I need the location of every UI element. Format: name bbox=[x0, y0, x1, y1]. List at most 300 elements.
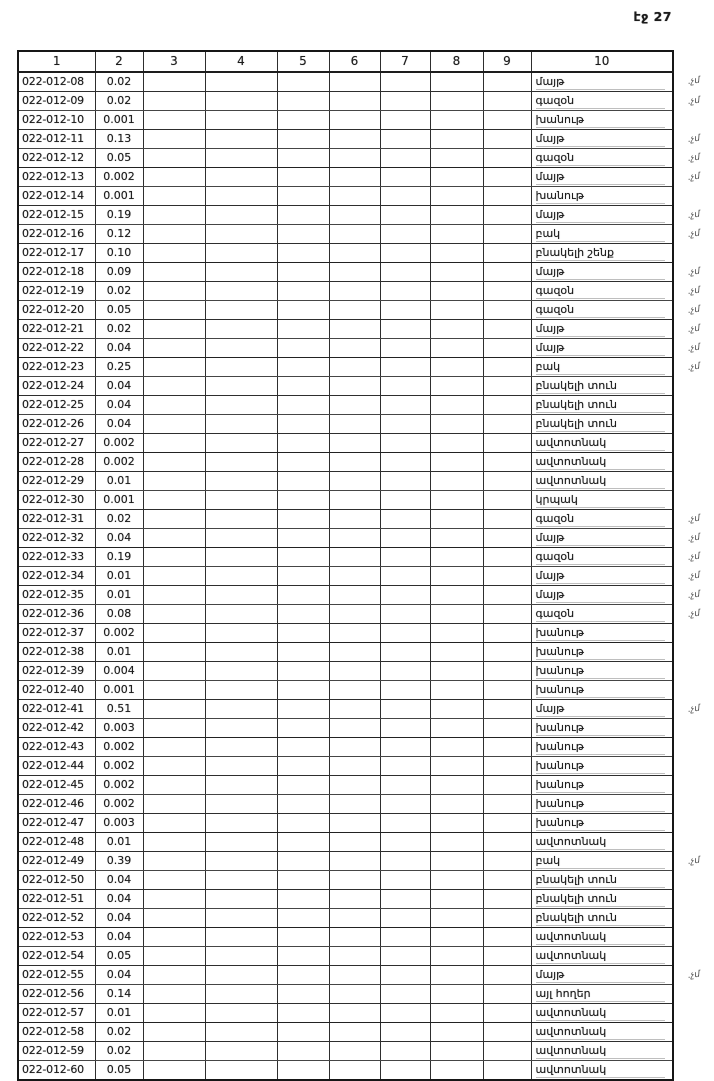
empty-cell bbox=[483, 453, 531, 472]
empty-cell bbox=[430, 757, 483, 776]
empty-cell bbox=[430, 1061, 483, 1081]
empty-cell bbox=[380, 320, 430, 339]
table-row bbox=[18, 928, 714, 947]
empty-cell bbox=[329, 1042, 380, 1061]
empty-cell bbox=[329, 776, 380, 795]
margin-mark bbox=[673, 206, 714, 225]
empty-cell bbox=[483, 1004, 531, 1023]
area-value-cell: 0.08 bbox=[95, 605, 143, 624]
empty-cell bbox=[380, 909, 430, 928]
empty-cell bbox=[430, 909, 483, 928]
table-row bbox=[18, 529, 714, 548]
empty-cell bbox=[483, 947, 531, 966]
empty-cell bbox=[205, 909, 277, 928]
empty-cell bbox=[483, 396, 531, 415]
empty-cell bbox=[483, 263, 531, 282]
empty-cell bbox=[205, 567, 277, 586]
land-use-cell: գազօն bbox=[531, 282, 673, 301]
empty-cell bbox=[143, 643, 205, 662]
empty-cell bbox=[329, 833, 380, 852]
empty-cell bbox=[143, 149, 205, 168]
margin-mark bbox=[673, 966, 714, 985]
empty-cell bbox=[277, 814, 329, 833]
land-use-cell: բնակելի շենք bbox=[531, 244, 673, 263]
empty-cell bbox=[143, 339, 205, 358]
empty-cell bbox=[329, 206, 380, 225]
handwritten-mark: .չմ bbox=[687, 513, 701, 525]
empty-cell bbox=[430, 605, 483, 624]
margin-mark bbox=[673, 890, 714, 909]
empty-cell bbox=[430, 795, 483, 814]
empty-cell bbox=[380, 947, 430, 966]
land-use-cell: խանութ bbox=[531, 624, 673, 643]
area-value-cell: 0.02 bbox=[95, 92, 143, 111]
empty-cell bbox=[205, 586, 277, 605]
empty-cell bbox=[277, 719, 329, 738]
margin-mark bbox=[673, 263, 714, 282]
empty-cell bbox=[329, 491, 380, 510]
table-row bbox=[18, 339, 714, 358]
land-use-cell: մայթ bbox=[531, 567, 673, 586]
empty-cell bbox=[143, 909, 205, 928]
parcel-id-cell: 022-012-21 bbox=[18, 320, 95, 339]
empty-cell bbox=[483, 700, 531, 719]
empty-cell bbox=[143, 776, 205, 795]
land-use-cell: գազօն bbox=[531, 301, 673, 320]
empty-cell bbox=[143, 947, 205, 966]
margin-mark bbox=[673, 700, 714, 719]
empty-cell bbox=[483, 795, 531, 814]
land-use-cell: խանութ bbox=[531, 776, 673, 795]
empty-cell bbox=[329, 928, 380, 947]
margin-mark bbox=[673, 92, 714, 111]
table-row bbox=[18, 111, 714, 130]
empty-cell bbox=[329, 586, 380, 605]
empty-cell bbox=[277, 282, 329, 301]
area-value-cell: 0.13 bbox=[95, 130, 143, 149]
empty-cell bbox=[329, 852, 380, 871]
parcel-id-cell: 022-012-08 bbox=[18, 72, 95, 92]
empty-cell bbox=[277, 529, 329, 548]
margin-mark bbox=[673, 510, 714, 529]
empty-cell bbox=[380, 814, 430, 833]
empty-cell bbox=[483, 624, 531, 643]
land-use-cell: խանութ bbox=[531, 795, 673, 814]
empty-cell bbox=[380, 92, 430, 111]
empty-cell bbox=[380, 966, 430, 985]
area-value-cell: 0.04 bbox=[95, 909, 143, 928]
empty-cell bbox=[277, 472, 329, 491]
page-number: էջ 27 bbox=[633, 9, 672, 24]
land-use-cell: մայթ bbox=[531, 320, 673, 339]
empty-cell bbox=[205, 738, 277, 757]
margin-mark bbox=[673, 985, 714, 1004]
empty-cell bbox=[380, 586, 430, 605]
empty-cell bbox=[483, 1042, 531, 1061]
empty-cell bbox=[205, 776, 277, 795]
handwritten-mark: .չմ bbox=[687, 133, 701, 145]
table-row bbox=[18, 757, 714, 776]
land-use-cell: ավտոտնակ bbox=[531, 833, 673, 852]
empty-cell bbox=[205, 282, 277, 301]
margin-mark bbox=[673, 320, 714, 339]
column-header: 10 bbox=[531, 51, 673, 72]
column-header: 7 bbox=[380, 51, 430, 72]
empty-cell bbox=[277, 548, 329, 567]
empty-cell bbox=[380, 928, 430, 947]
land-use-cell: բակ bbox=[531, 225, 673, 244]
empty-cell bbox=[483, 320, 531, 339]
land-use-cell: գազօն bbox=[531, 149, 673, 168]
empty-cell bbox=[205, 662, 277, 681]
land-use-cell: ավտոտնակ bbox=[531, 1042, 673, 1061]
parcel-id-cell: 022-012-22 bbox=[18, 339, 95, 358]
empty-cell bbox=[483, 225, 531, 244]
empty-cell bbox=[329, 415, 380, 434]
empty-cell bbox=[380, 1004, 430, 1023]
empty-cell bbox=[430, 681, 483, 700]
empty-cell bbox=[430, 168, 483, 187]
area-value-cell: 0.002 bbox=[95, 168, 143, 187]
land-use-cell: մայթ bbox=[531, 586, 673, 605]
empty-cell bbox=[329, 1004, 380, 1023]
empty-cell bbox=[380, 1023, 430, 1042]
empty-cell bbox=[430, 833, 483, 852]
empty-cell bbox=[277, 985, 329, 1004]
empty-cell bbox=[380, 358, 430, 377]
handwritten-mark: .չմ bbox=[687, 589, 701, 601]
empty-cell bbox=[430, 548, 483, 567]
land-use-cell: խանութ bbox=[531, 643, 673, 662]
empty-cell bbox=[483, 472, 531, 491]
margin-mark bbox=[673, 244, 714, 263]
margin-mark bbox=[673, 434, 714, 453]
parcel-id-cell: 022-012-38 bbox=[18, 643, 95, 662]
empty-cell bbox=[430, 187, 483, 206]
empty-cell bbox=[430, 738, 483, 757]
empty-cell bbox=[205, 472, 277, 491]
area-value-cell: 0.12 bbox=[95, 225, 143, 244]
empty-cell bbox=[277, 852, 329, 871]
empty-cell bbox=[205, 985, 277, 1004]
empty-cell bbox=[483, 149, 531, 168]
land-use-cell: խանութ bbox=[531, 738, 673, 757]
parcel-id-cell: 022-012-43 bbox=[18, 738, 95, 757]
margin-mark bbox=[673, 168, 714, 187]
land-use-cell: բնակելի տուն bbox=[531, 890, 673, 909]
margin-mark bbox=[673, 605, 714, 624]
empty-cell bbox=[143, 852, 205, 871]
empty-cell bbox=[483, 244, 531, 263]
empty-cell bbox=[143, 263, 205, 282]
parcel-id-cell: 022-012-10 bbox=[18, 111, 95, 130]
column-header: 6 bbox=[329, 51, 380, 72]
empty-cell bbox=[329, 263, 380, 282]
column-header: 8 bbox=[430, 51, 483, 72]
land-use-cell: խանութ bbox=[531, 681, 673, 700]
empty-cell bbox=[380, 833, 430, 852]
empty-cell bbox=[329, 396, 380, 415]
empty-cell bbox=[483, 301, 531, 320]
empty-cell bbox=[430, 301, 483, 320]
empty-cell bbox=[329, 529, 380, 548]
empty-cell bbox=[205, 130, 277, 149]
empty-cell bbox=[205, 1004, 277, 1023]
empty-cell bbox=[483, 206, 531, 225]
empty-cell bbox=[205, 795, 277, 814]
area-value-cell: 0.01 bbox=[95, 472, 143, 491]
parcel-id-cell: 022-012-52 bbox=[18, 909, 95, 928]
empty-cell bbox=[277, 225, 329, 244]
empty-cell bbox=[329, 320, 380, 339]
table-row bbox=[18, 377, 714, 396]
empty-cell bbox=[277, 1042, 329, 1061]
empty-cell bbox=[329, 624, 380, 643]
area-value-cell: 0.003 bbox=[95, 814, 143, 833]
table-row bbox=[18, 681, 714, 700]
handwritten-mark: .չմ bbox=[687, 855, 701, 867]
empty-cell bbox=[483, 852, 531, 871]
margin-mark bbox=[673, 643, 714, 662]
handwritten-mark: .չմ bbox=[687, 75, 701, 88]
area-value-cell: 0.14 bbox=[95, 985, 143, 1004]
empty-cell bbox=[380, 130, 430, 149]
land-use-cell: մայթ bbox=[531, 263, 673, 282]
empty-cell bbox=[380, 985, 430, 1004]
empty-cell bbox=[430, 1004, 483, 1023]
area-value-cell: 0.002 bbox=[95, 757, 143, 776]
empty-cell bbox=[143, 871, 205, 890]
empty-cell bbox=[483, 358, 531, 377]
empty-cell bbox=[380, 225, 430, 244]
area-value-cell: 0.002 bbox=[95, 776, 143, 795]
empty-cell bbox=[380, 244, 430, 263]
area-value-cell: 0.01 bbox=[95, 1004, 143, 1023]
empty-cell bbox=[430, 776, 483, 795]
land-use-cell: մայթ bbox=[531, 130, 673, 149]
empty-cell bbox=[483, 586, 531, 605]
parcel-id-cell: 022-012-45 bbox=[18, 776, 95, 795]
empty-cell bbox=[277, 776, 329, 795]
empty-cell bbox=[205, 871, 277, 890]
area-value-cell: 0.09 bbox=[95, 263, 143, 282]
parcel-id-cell: 022-012-14 bbox=[18, 187, 95, 206]
empty-cell bbox=[143, 890, 205, 909]
empty-cell bbox=[277, 1061, 329, 1081]
margin-mark bbox=[673, 358, 714, 377]
empty-cell bbox=[430, 111, 483, 130]
empty-cell bbox=[205, 833, 277, 852]
table-row bbox=[18, 168, 714, 187]
table-row bbox=[18, 605, 714, 624]
empty-cell bbox=[329, 187, 380, 206]
empty-cell bbox=[430, 206, 483, 225]
empty-cell bbox=[143, 472, 205, 491]
empty-cell bbox=[205, 434, 277, 453]
empty-cell bbox=[430, 149, 483, 168]
land-use-cell: բակ bbox=[531, 358, 673, 377]
table-row bbox=[18, 548, 714, 567]
empty-cell bbox=[205, 510, 277, 529]
empty-cell bbox=[143, 358, 205, 377]
empty-cell bbox=[329, 643, 380, 662]
empty-cell bbox=[483, 662, 531, 681]
handwritten-mark: .չմ bbox=[687, 228, 701, 240]
empty-cell bbox=[277, 738, 329, 757]
parcel-id-cell: 022-012-54 bbox=[18, 947, 95, 966]
handwritten-mark: .չմ bbox=[687, 266, 701, 278]
table-body bbox=[18, 72, 714, 1080]
empty-cell bbox=[483, 130, 531, 149]
empty-cell bbox=[277, 700, 329, 719]
empty-cell bbox=[380, 472, 430, 491]
parcel-id-cell: 022-012-42 bbox=[18, 719, 95, 738]
parcel-id-cell: 022-012-46 bbox=[18, 795, 95, 814]
land-use-cell: խանութ bbox=[531, 187, 673, 206]
empty-cell bbox=[430, 434, 483, 453]
empty-cell bbox=[430, 624, 483, 643]
empty-cell bbox=[329, 301, 380, 320]
empty-cell bbox=[277, 111, 329, 130]
parcel-id-cell: 022-012-37 bbox=[18, 624, 95, 643]
parcel-id-cell: 022-012-29 bbox=[18, 472, 95, 491]
table-row bbox=[18, 567, 714, 586]
parcel-id-cell: 022-012-34 bbox=[18, 567, 95, 586]
empty-cell bbox=[205, 814, 277, 833]
empty-cell bbox=[380, 852, 430, 871]
table-row bbox=[18, 852, 714, 871]
empty-cell bbox=[205, 947, 277, 966]
empty-cell bbox=[329, 282, 380, 301]
empty-cell bbox=[483, 833, 531, 852]
land-use-cell: խանութ bbox=[531, 719, 673, 738]
parcel-table bbox=[17, 50, 714, 1081]
empty-cell bbox=[205, 852, 277, 871]
margin-mark bbox=[673, 111, 714, 130]
area-value-cell: 0.002 bbox=[95, 738, 143, 757]
parcel-id-cell: 022-012-47 bbox=[18, 814, 95, 833]
land-use-cell: գազօն bbox=[531, 605, 673, 624]
empty-cell bbox=[277, 491, 329, 510]
empty-cell bbox=[483, 966, 531, 985]
empty-cell bbox=[430, 966, 483, 985]
empty-cell bbox=[143, 282, 205, 301]
table-row bbox=[18, 662, 714, 681]
empty-cell bbox=[277, 1004, 329, 1023]
margin-mark bbox=[673, 472, 714, 491]
empty-cell bbox=[205, 700, 277, 719]
empty-cell bbox=[483, 890, 531, 909]
empty-cell bbox=[277, 72, 329, 92]
empty-cell bbox=[430, 852, 483, 871]
empty-cell bbox=[380, 206, 430, 225]
empty-cell bbox=[430, 415, 483, 434]
empty-cell bbox=[143, 985, 205, 1004]
margin-mark bbox=[673, 681, 714, 700]
parcel-id-cell: 022-012-17 bbox=[18, 244, 95, 263]
empty-cell bbox=[380, 776, 430, 795]
parcel-id-cell: 022-012-60 bbox=[18, 1061, 95, 1081]
empty-cell bbox=[143, 130, 205, 149]
empty-cell bbox=[329, 890, 380, 909]
parcel-id-cell: 022-012-33 bbox=[18, 548, 95, 567]
table-row bbox=[18, 358, 714, 377]
empty-cell bbox=[430, 567, 483, 586]
empty-cell bbox=[143, 928, 205, 947]
land-use-cell: այլ հողեր bbox=[531, 985, 673, 1004]
empty-cell bbox=[277, 206, 329, 225]
empty-cell bbox=[205, 244, 277, 263]
empty-cell bbox=[277, 263, 329, 282]
empty-cell bbox=[430, 130, 483, 149]
margin-mark bbox=[673, 662, 714, 681]
table-row bbox=[18, 453, 714, 472]
parcel-id-cell: 022-012-11 bbox=[18, 130, 95, 149]
table-row bbox=[18, 510, 714, 529]
empty-cell bbox=[277, 833, 329, 852]
empty-cell bbox=[380, 1042, 430, 1061]
handwritten-mark: .չմ bbox=[687, 361, 701, 373]
table-row bbox=[18, 130, 714, 149]
empty-cell bbox=[380, 1061, 430, 1081]
empty-cell bbox=[205, 1042, 277, 1061]
empty-cell bbox=[143, 301, 205, 320]
empty-cell bbox=[380, 719, 430, 738]
empty-cell bbox=[380, 795, 430, 814]
area-value-cell: 0.01 bbox=[95, 833, 143, 852]
empty-cell bbox=[380, 434, 430, 453]
empty-cell bbox=[483, 491, 531, 510]
empty-cell bbox=[380, 605, 430, 624]
empty-cell bbox=[430, 1042, 483, 1061]
empty-cell bbox=[380, 396, 430, 415]
table-row bbox=[18, 187, 714, 206]
empty-cell bbox=[205, 149, 277, 168]
empty-cell bbox=[143, 453, 205, 472]
table-row bbox=[18, 149, 714, 168]
empty-cell bbox=[277, 1023, 329, 1042]
empty-cell bbox=[205, 72, 277, 92]
land-use-cell: մայթ bbox=[531, 339, 673, 358]
parcel-id-cell: 022-012-12 bbox=[18, 149, 95, 168]
empty-cell bbox=[380, 263, 430, 282]
empty-cell bbox=[483, 985, 531, 1004]
margin-mark bbox=[673, 719, 714, 738]
empty-cell bbox=[483, 548, 531, 567]
empty-cell bbox=[430, 662, 483, 681]
empty-cell bbox=[329, 339, 380, 358]
handwritten-mark: .չմ bbox=[687, 551, 701, 563]
empty-cell bbox=[329, 947, 380, 966]
empty-cell bbox=[430, 586, 483, 605]
table-row bbox=[18, 396, 714, 415]
empty-cell bbox=[143, 72, 205, 92]
handwritten-mark: .չմ bbox=[687, 608, 701, 620]
land-use-cell: խանութ bbox=[531, 111, 673, 130]
area-value-cell: 0.002 bbox=[95, 434, 143, 453]
empty-cell bbox=[143, 548, 205, 567]
table-row bbox=[18, 1004, 714, 1023]
empty-cell bbox=[277, 130, 329, 149]
empty-cell bbox=[143, 966, 205, 985]
margin-mark bbox=[673, 415, 714, 434]
empty-cell bbox=[277, 757, 329, 776]
empty-cell bbox=[205, 491, 277, 510]
empty-cell bbox=[430, 263, 483, 282]
empty-cell bbox=[143, 377, 205, 396]
empty-cell bbox=[143, 738, 205, 757]
empty-cell bbox=[143, 225, 205, 244]
